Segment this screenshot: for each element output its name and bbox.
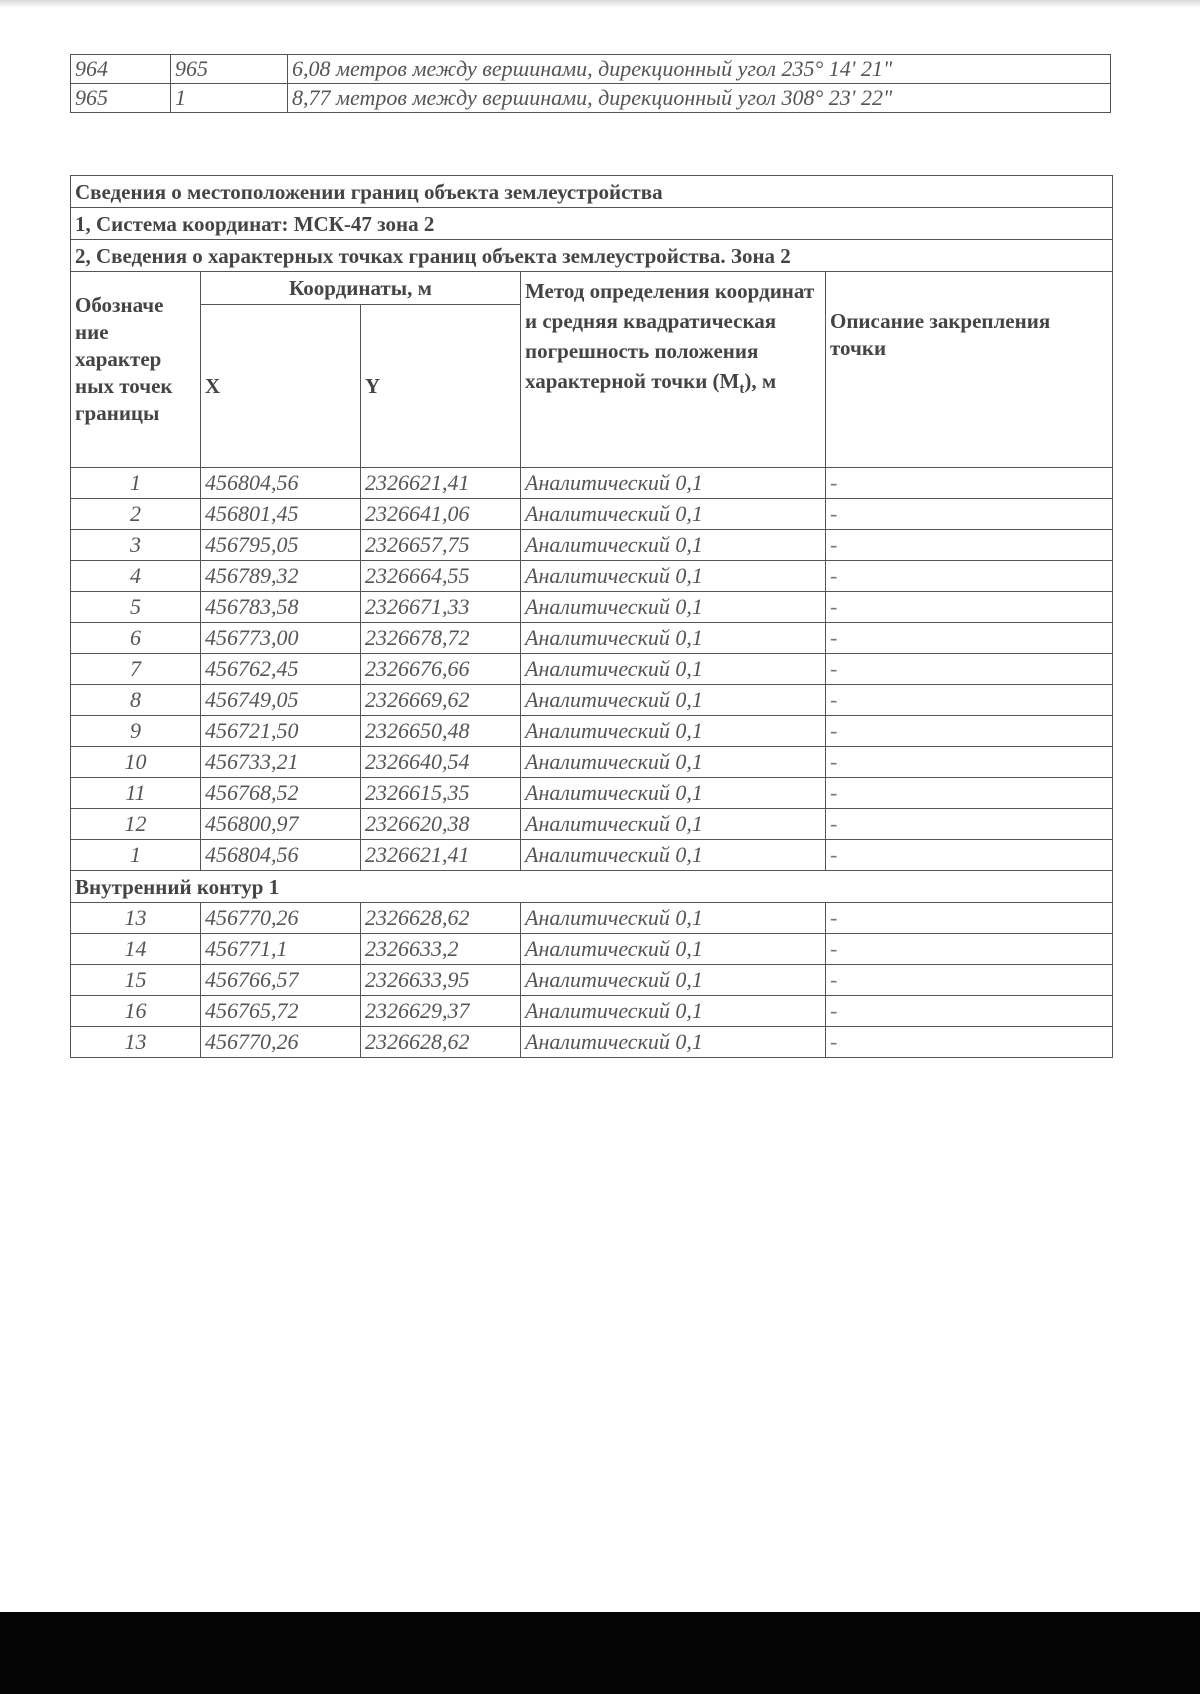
table-row [71, 747, 1113, 778]
y-coordinate: 2326641,06 [361, 499, 521, 530]
y-coordinate: 2326678,72 [361, 623, 521, 654]
y-coordinate: 2326628,62 [361, 903, 521, 934]
header-description-text: Описание закрепления точки [830, 309, 1051, 360]
description-cell: - [826, 716, 1113, 747]
coord-system-title: 1, Система координат: МСК-47 зона 2 [71, 208, 1113, 240]
description-cell: - [826, 530, 1113, 561]
x-coordinate: 456801,45 [201, 499, 361, 530]
y-coordinate: 2326657,75 [361, 530, 521, 561]
table-row [71, 996, 1113, 1027]
point-number: 7 [71, 654, 201, 685]
method-cell: Аналитический 0,1 [521, 716, 826, 747]
method-cell: Аналитический 0,1 [521, 499, 826, 530]
y-coordinate: 2326628,62 [361, 1027, 521, 1058]
table-row [71, 965, 1113, 996]
table-row [71, 623, 1113, 654]
y-coordinate: 2326664,55 [361, 561, 521, 592]
x-coordinate: 456770,26 [201, 903, 361, 934]
header-coordinates: Координаты, м [201, 272, 521, 305]
point-number: 3 [71, 530, 201, 561]
x-coordinate: 456783,58 [201, 592, 361, 623]
x-coordinate: 456771,1 [201, 934, 361, 965]
segment-to: 965 [171, 55, 288, 84]
x-coordinate: 456770,26 [201, 1027, 361, 1058]
method-cell: Аналитический 0,1 [521, 747, 826, 778]
header-y: Y [361, 305, 521, 468]
y-coordinate: 2326621,41 [361, 468, 521, 499]
header-method-sub: t [739, 381, 745, 398]
table-row [71, 1027, 1113, 1058]
method-cell: Аналитический 0,1 [521, 778, 826, 809]
table-row [71, 903, 1113, 934]
point-number: 1 [71, 468, 201, 499]
scan-top-shadow [0, 0, 1200, 8]
y-coordinate: 2326650,48 [361, 716, 521, 747]
description-cell: - [826, 996, 1113, 1027]
y-coordinate: 2326671,33 [361, 592, 521, 623]
boundary-points-table [70, 175, 1113, 1058]
point-number: 1 [71, 840, 201, 871]
point-number: 5 [71, 592, 201, 623]
method-cell: Аналитический 0,1 [521, 592, 826, 623]
points-title: 2, Сведения о характерных точках границ объекта землеустройства. Зона 2 [71, 240, 1113, 272]
x-coordinate: 456800,97 [201, 809, 361, 840]
point-number: 11 [71, 778, 201, 809]
x-coordinate: 456765,72 [201, 996, 361, 1027]
point-number: 16 [71, 996, 201, 1027]
point-number: 6 [71, 623, 201, 654]
x-coordinate: 456773,00 [201, 623, 361, 654]
header-x: X [201, 305, 361, 468]
inner-contour-title: Внутренний контур 1 [71, 871, 1113, 903]
table-row [71, 778, 1113, 809]
description-cell: - [826, 468, 1113, 499]
point-number: 2 [71, 499, 201, 530]
description-cell: - [826, 778, 1113, 809]
header-designation [71, 272, 201, 468]
table-row [71, 716, 1113, 747]
method-cell: Аналитический 0,1 [521, 530, 826, 561]
header-designation-text: Обозначе ние характер ных точек границы [75, 293, 173, 425]
x-coordinate: 456804,56 [201, 840, 361, 871]
segment-row [71, 55, 1111, 84]
description-cell: - [826, 623, 1113, 654]
y-coordinate: 2326633,2 [361, 934, 521, 965]
table-row [71, 685, 1113, 716]
method-cell: Аналитический 0,1 [521, 903, 826, 934]
y-coordinate: 2326640,54 [361, 747, 521, 778]
segment-description: 8,77 метров между вершинами, дирекционный угол 308° 23' 22" [288, 84, 1111, 113]
table-row [71, 654, 1113, 685]
point-number: 13 [71, 903, 201, 934]
method-cell: Аналитический 0,1 [521, 965, 826, 996]
description-cell: - [826, 499, 1113, 530]
table-row [71, 561, 1113, 592]
point-number: 9 [71, 716, 201, 747]
x-coordinate: 456733,21 [201, 747, 361, 778]
x-coordinate: 456749,05 [201, 685, 361, 716]
x-coordinate: 456795,05 [201, 530, 361, 561]
scan-bottom-edge [0, 1612, 1200, 1694]
segment-to: 1 [171, 84, 288, 113]
description-cell: - [826, 654, 1113, 685]
table-row [71, 530, 1113, 561]
segment-description: 6,08 метров между вершинами, дирекционный угол 235° 14' 21" [288, 55, 1111, 84]
point-number: 8 [71, 685, 201, 716]
y-coordinate: 2326621,41 [361, 840, 521, 871]
description-cell: - [826, 840, 1113, 871]
x-coordinate: 456766,57 [201, 965, 361, 996]
x-coordinate: 456768,52 [201, 778, 361, 809]
description-cell: - [826, 747, 1113, 778]
point-number: 13 [71, 1027, 201, 1058]
point-number: 14 [71, 934, 201, 965]
description-cell: - [826, 903, 1113, 934]
segments-table [70, 54, 1111, 113]
header-description [826, 272, 1113, 468]
description-cell: - [826, 965, 1113, 996]
x-coordinate: 456804,56 [201, 468, 361, 499]
y-coordinate: 2326676,66 [361, 654, 521, 685]
table-row [71, 809, 1113, 840]
segment-row [71, 84, 1111, 113]
point-number: 10 [71, 747, 201, 778]
header-method-tail: ), м [744, 369, 777, 393]
table-row [71, 592, 1113, 623]
method-cell: Аналитический 0,1 [521, 685, 826, 716]
y-coordinate: 2326633,95 [361, 965, 521, 996]
description-cell: - [826, 1027, 1113, 1058]
segment-from: 965 [71, 84, 171, 113]
segment-from: 964 [71, 55, 171, 84]
point-number: 12 [71, 809, 201, 840]
method-cell: Аналитический 0,1 [521, 996, 826, 1027]
y-coordinate: 2326669,62 [361, 685, 521, 716]
table-row [71, 840, 1113, 871]
method-cell: Аналитический 0,1 [521, 468, 826, 499]
x-coordinate: 456789,32 [201, 561, 361, 592]
header-method-text: Метод определения координат и средняя квадратическая погрешность положения характерной точки (M [525, 279, 815, 393]
table-row [71, 934, 1113, 965]
y-coordinate: 2326620,38 [361, 809, 521, 840]
method-cell: Аналитический 0,1 [521, 840, 826, 871]
y-coordinate: 2326615,35 [361, 778, 521, 809]
method-cell: Аналитический 0,1 [521, 623, 826, 654]
x-coordinate: 456762,45 [201, 654, 361, 685]
header-method [521, 272, 826, 468]
method-cell: Аналитический 0,1 [521, 561, 826, 592]
description-cell: - [826, 561, 1113, 592]
method-cell: Аналитический 0,1 [521, 809, 826, 840]
method-cell: Аналитический 0,1 [521, 934, 826, 965]
point-number: 15 [71, 965, 201, 996]
table-row [71, 499, 1113, 530]
description-cell: - [826, 809, 1113, 840]
description-cell: - [826, 934, 1113, 965]
y-coordinate: 2326629,37 [361, 996, 521, 1027]
table-row [71, 468, 1113, 499]
method-cell: Аналитический 0,1 [521, 654, 826, 685]
method-cell: Аналитический 0,1 [521, 1027, 826, 1058]
point-number: 4 [71, 561, 201, 592]
section-title: Сведения о местоположении границ объекта землеустройства [71, 176, 1113, 208]
x-coordinate: 456721,50 [201, 716, 361, 747]
description-cell: - [826, 592, 1113, 623]
description-cell: - [826, 685, 1113, 716]
